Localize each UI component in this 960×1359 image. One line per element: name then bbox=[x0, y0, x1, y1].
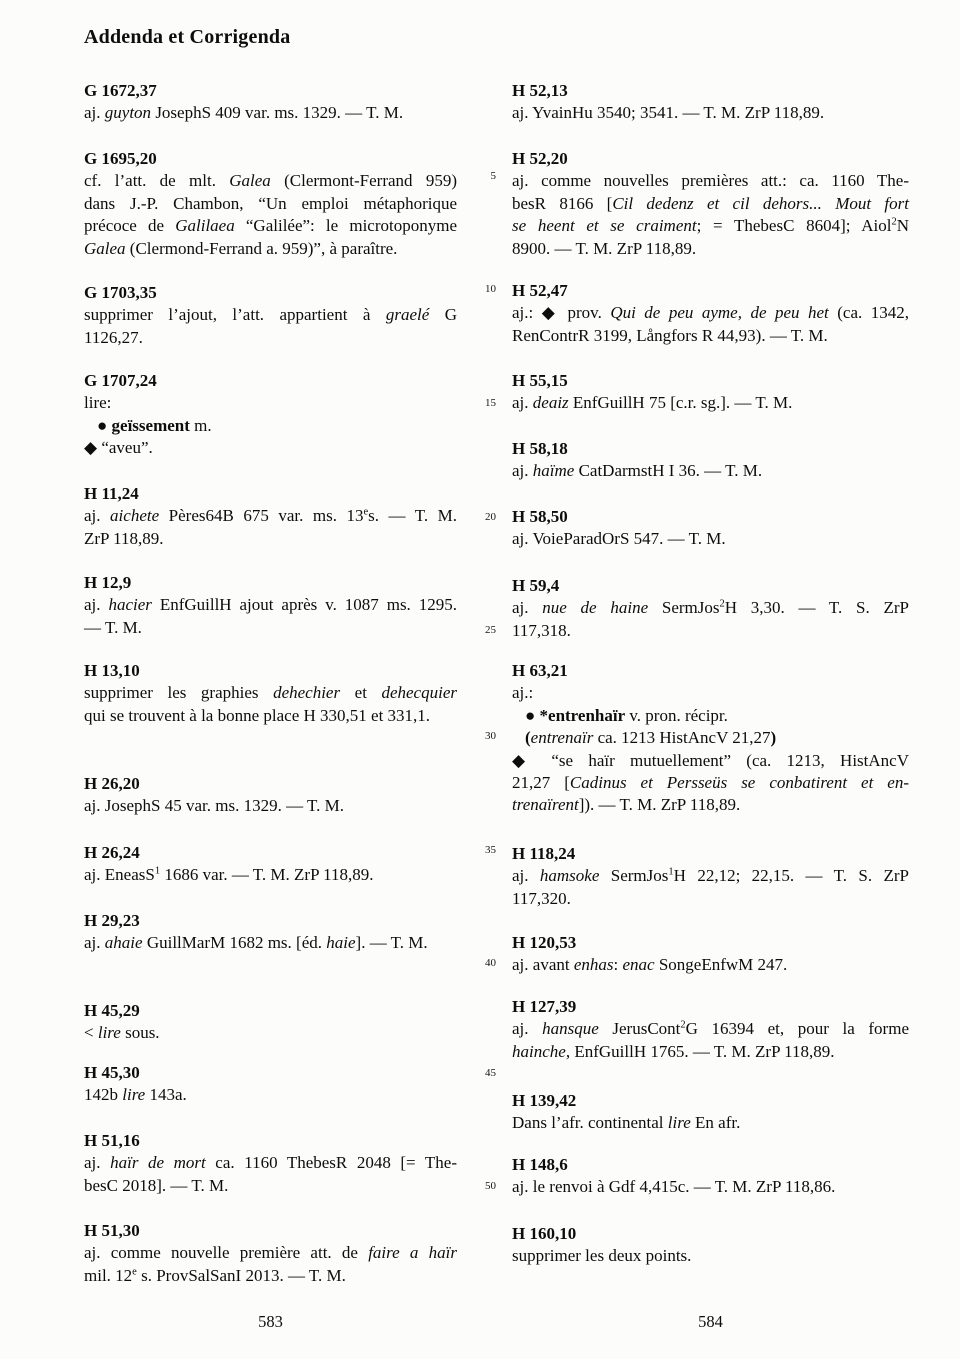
text-segment: haïme bbox=[532, 461, 575, 481]
entry-line bbox=[84, 1265, 457, 1287]
entry-h-52-47 bbox=[512, 280, 909, 347]
text-segment: mil. 12 bbox=[84, 1265, 133, 1285]
entry-h-58-18 bbox=[512, 438, 909, 483]
text-segment: 8900. — T. M. ZrP 118,89. bbox=[512, 238, 697, 258]
text-segment: CatDarmstH I 36. — T. M. bbox=[574, 461, 763, 481]
superscript-segment: 2 bbox=[719, 598, 725, 610]
text-segment: ]. — T. M. bbox=[355, 933, 428, 953]
text-segment: 21,27 [ bbox=[512, 773, 570, 793]
entry-line bbox=[84, 705, 457, 727]
entry-line bbox=[512, 392, 909, 414]
entry-line bbox=[512, 1041, 909, 1063]
entry-line bbox=[84, 864, 457, 886]
line-number-20: 20 bbox=[485, 511, 496, 523]
text-segment: ]). — T. M. ZrP 118,89. bbox=[578, 795, 741, 815]
entry-line bbox=[84, 682, 457, 704]
text-segment: guyton bbox=[104, 103, 152, 123]
text-segment: lire: bbox=[84, 393, 112, 413]
text-segment: aj. VoieParadOrS 547. — T. M. bbox=[512, 529, 726, 549]
entry-ref: H 45,30 bbox=[84, 1063, 140, 1082]
entry-line bbox=[84, 1084, 457, 1106]
entry-line bbox=[84, 215, 457, 237]
text-segment: besR 8166 [ bbox=[512, 193, 613, 213]
entry-line bbox=[84, 1022, 457, 1044]
entry-h-59-4 bbox=[512, 575, 909, 642]
entry-line bbox=[84, 1152, 457, 1174]
entry-h-45-29 bbox=[84, 1000, 457, 1045]
text-segment: 143a. bbox=[145, 1085, 187, 1105]
entry-g-1672-37 bbox=[84, 80, 457, 125]
entry-h-45-30 bbox=[84, 1062, 457, 1107]
text-segment: aj. YvainHu 3540; 3541. — T. M. ZrP 118,89. bbox=[512, 103, 825, 123]
line-number-5: 5 bbox=[490, 170, 496, 182]
text-segment: sous. bbox=[120, 1023, 160, 1043]
entry-line bbox=[84, 102, 457, 124]
entry-line bbox=[84, 795, 457, 817]
entry-ref: H 127,39 bbox=[512, 997, 577, 1016]
text-segment: (Clermond-Ferrand a. 959)”, à paraître. bbox=[125, 238, 398, 258]
text-segment: graelé bbox=[385, 305, 430, 325]
text-segment: se heent et se craiment bbox=[512, 216, 697, 236]
right-column bbox=[512, 0, 909, 1359]
entry-line bbox=[512, 1112, 909, 1134]
entry-ref: G 1707,24 bbox=[84, 371, 157, 390]
text-segment: aj. bbox=[512, 598, 543, 618]
entry-line bbox=[512, 682, 909, 704]
entry-line bbox=[512, 238, 909, 260]
text-segment: En afr. bbox=[690, 1113, 741, 1133]
entry-ref: H 52,20 bbox=[512, 149, 568, 168]
entry-ref: G 1695,20 bbox=[84, 149, 157, 168]
text-segment: H 3,30. — T. S. ZrP bbox=[724, 598, 909, 618]
text-segment: besC 2018]. — T. M. bbox=[84, 1175, 229, 1195]
text-segment: H 22,12; 22,15. — T. S. ZrP bbox=[673, 866, 909, 886]
text-segment: enac bbox=[622, 955, 655, 975]
page-number-right: 584 bbox=[698, 1312, 723, 1331]
entry-line bbox=[84, 327, 457, 349]
entry-line bbox=[512, 170, 909, 192]
entry-line bbox=[512, 1245, 909, 1267]
entry-ref: H 26,24 bbox=[84, 843, 140, 862]
text-segment: Galea bbox=[229, 171, 271, 191]
text-segment: aj. comme nouvelle première att. de bbox=[84, 1243, 369, 1263]
entry-ref: G 1672,37 bbox=[84, 81, 157, 100]
entry-line bbox=[512, 794, 909, 816]
text-segment: < bbox=[84, 1023, 98, 1043]
entry-h-26-24 bbox=[84, 842, 457, 887]
entry-ref: H 29,23 bbox=[84, 911, 140, 930]
text-segment: aj. bbox=[512, 461, 533, 481]
text-segment: aj.: ◆ prov. bbox=[512, 303, 611, 323]
text-segment: 117,318. bbox=[512, 620, 571, 640]
entry-h-58-50 bbox=[512, 506, 909, 551]
text-segment: haïr de mort bbox=[110, 1153, 206, 1173]
text-segment: N bbox=[896, 216, 909, 236]
entry-line bbox=[84, 392, 457, 414]
entry-ref: H 52,47 bbox=[512, 281, 568, 300]
entry-line bbox=[84, 437, 457, 459]
text-segment: entrenaïr bbox=[530, 728, 594, 748]
entry-line bbox=[512, 954, 909, 976]
entry-line bbox=[84, 528, 457, 550]
text-segment: ● geïssement bbox=[97, 415, 190, 435]
entry-ref: H 139,42 bbox=[512, 1091, 577, 1110]
text-segment: aj. bbox=[84, 1153, 111, 1173]
entry-line bbox=[512, 865, 909, 887]
text-segment: G 16394 et, pour la forme bbox=[685, 1019, 909, 1039]
text-segment: 1686 var. — T. M. ZrP 118,89. bbox=[160, 865, 374, 885]
text-segment: Pères64B 675 var. ms. 13 bbox=[159, 506, 364, 526]
line-number-10: 10 bbox=[485, 283, 496, 295]
text-segment: faire a haïr bbox=[368, 1243, 457, 1263]
text-segment: ) bbox=[770, 728, 777, 748]
text-segment: dehechier bbox=[273, 683, 341, 703]
text-segment: aj. JosephS 45 var. ms. 1329. — T. M. bbox=[84, 796, 345, 816]
page-title: Addenda et Corrigenda bbox=[84, 26, 291, 48]
text-segment: deaiz bbox=[532, 393, 569, 413]
entry-h-120-53 bbox=[512, 932, 909, 977]
text-segment: nue de haine bbox=[542, 598, 649, 618]
text-segment: SermJos bbox=[648, 598, 720, 618]
text-segment: aj. comme nouvelles premières att.: ca. 1160 The- bbox=[512, 171, 909, 191]
text-segment: Cil dedenz et cil dehors... Mout fort bbox=[612, 193, 909, 213]
text-segment: ◆ “se haïr mutuellement” (ca. 1213, HistAncV bbox=[512, 750, 909, 770]
text-segment: aj. bbox=[84, 103, 105, 123]
text-segment: SermJos bbox=[599, 866, 669, 886]
line-number-15: 15 bbox=[485, 397, 496, 409]
text-segment: aj. avant bbox=[512, 955, 574, 975]
entry-g-1703-35 bbox=[84, 282, 457, 349]
text-segment: v. pron. récipr. bbox=[625, 705, 728, 725]
text-segment: supprimer les deux points. bbox=[512, 1246, 692, 1266]
entry-line bbox=[512, 325, 909, 347]
text-segment: EnfGuillH 75 [c.r. sg.]. — T. M. bbox=[568, 393, 793, 413]
line-number-30: 30 bbox=[485, 730, 496, 742]
entry-line bbox=[84, 1242, 457, 1264]
entry-line bbox=[512, 620, 909, 642]
text-segment: 1126,27. bbox=[84, 327, 143, 347]
text-segment: aj. bbox=[512, 1019, 543, 1039]
entry-h-13-10 bbox=[84, 660, 457, 727]
entry-line bbox=[512, 460, 909, 482]
entry-line bbox=[512, 215, 909, 237]
entry-h-11-24 bbox=[84, 483, 457, 550]
entry-line bbox=[512, 528, 909, 550]
text-segment: 117,320. bbox=[512, 888, 571, 908]
entry-h-55-15 bbox=[512, 370, 909, 415]
entry-ref: H 58,50 bbox=[512, 507, 568, 526]
entry-line bbox=[512, 193, 909, 215]
entry-ref: H 160,10 bbox=[512, 1224, 577, 1243]
text-segment: (ca. 1342, bbox=[828, 303, 909, 323]
entry-ref: H 120,53 bbox=[512, 933, 577, 952]
text-segment: G bbox=[429, 305, 457, 325]
text-segment: et bbox=[340, 683, 382, 703]
entry-ref: G 1703,35 bbox=[84, 283, 157, 302]
text-segment: GuillMarM 1682 ms. [éd. bbox=[142, 933, 327, 953]
entry-h-52-20 bbox=[512, 148, 909, 260]
superscript-segment: 1 bbox=[154, 865, 161, 877]
text-segment: hainche bbox=[512, 1041, 566, 1061]
text-segment: trenaïrent bbox=[512, 795, 579, 815]
left-column bbox=[84, 0, 457, 1359]
superscript-segment: 2 bbox=[680, 1019, 686, 1031]
text-segment: ; = ThebesC 8604]; Aiol bbox=[696, 216, 892, 236]
entry-line bbox=[512, 705, 909, 727]
entry-ref: H 12,9 bbox=[84, 573, 132, 592]
text-segment: JosephS 409 var. ms. 1329. — T. M. bbox=[151, 103, 404, 123]
entry-ref: H 118,24 bbox=[512, 844, 576, 863]
text-segment: s. ProvSalSanI 2013. — T. M. bbox=[136, 1265, 346, 1285]
entry-ref: H 63,21 bbox=[512, 661, 568, 680]
text-segment: Qui de peu ayme, de peu het bbox=[610, 303, 829, 323]
line-number-50: 50 bbox=[485, 1180, 496, 1192]
superscript-segment: e bbox=[363, 506, 369, 518]
line-number-45: 45 bbox=[485, 1067, 496, 1079]
text-segment: enhas bbox=[573, 955, 614, 975]
entry-h-26-20 bbox=[84, 773, 457, 818]
text-segment: s. — T. M. bbox=[368, 506, 457, 526]
entry-line bbox=[512, 727, 909, 749]
entry-line bbox=[84, 594, 457, 616]
entry-ref: H 13,10 bbox=[84, 661, 140, 680]
entry-h-52-13 bbox=[512, 80, 909, 125]
text-segment: Galilaea bbox=[175, 216, 235, 236]
text-segment: lire bbox=[97, 1023, 121, 1043]
entry-ref: H 58,18 bbox=[512, 439, 568, 458]
text-segment: ● *entrenhaïr bbox=[525, 705, 626, 725]
text-segment: aj. bbox=[512, 866, 540, 886]
text-segment: hansque bbox=[542, 1019, 599, 1039]
entry-ref: H 55,15 bbox=[512, 371, 568, 390]
text-segment: aj.: bbox=[512, 683, 534, 703]
entry-line bbox=[512, 750, 909, 772]
text-segment: ◆ “aveu”. bbox=[84, 438, 153, 458]
entry-line bbox=[512, 1018, 909, 1040]
text-segment: supprimer les graphies bbox=[84, 683, 274, 703]
entry-line bbox=[84, 304, 457, 326]
text-segment: (Clermont-Ferrand 959) bbox=[270, 171, 457, 191]
entry-ref: H 59,4 bbox=[512, 576, 560, 595]
text-segment: ahaie bbox=[104, 933, 143, 953]
text-segment: ca. 1213 HistAncV 21,27 bbox=[593, 728, 771, 748]
text-segment: Dans l’afr. continental bbox=[512, 1113, 668, 1133]
entry-line bbox=[84, 238, 457, 260]
entry-ref: H 26,20 bbox=[84, 774, 140, 793]
text-segment: aichete bbox=[110, 506, 160, 526]
entry-ref: H 148,6 bbox=[512, 1155, 568, 1174]
text-segment: supprimer l’ajout, l’att. appartient à bbox=[84, 305, 386, 325]
text-segment: Cadinus et Persseüs se conbatirent et en- bbox=[569, 773, 909, 793]
entry-line bbox=[84, 505, 457, 527]
text-segment: hamsoke bbox=[539, 866, 600, 886]
entry-g-1695-20 bbox=[84, 148, 457, 260]
text-segment: RenContrR 3199, Långfors R 44,93). — T. M. bbox=[512, 325, 828, 345]
text-segment: m. bbox=[189, 415, 212, 435]
entry-line bbox=[84, 193, 457, 215]
text-segment: ZrP 118,89. bbox=[84, 528, 164, 548]
entry-ref: H 51,16 bbox=[84, 1131, 140, 1150]
superscript-segment: e bbox=[132, 1266, 137, 1278]
text-segment: JerusCont bbox=[598, 1019, 681, 1039]
entry-line bbox=[512, 1176, 909, 1198]
text-segment: hacier bbox=[108, 595, 152, 615]
entry-line bbox=[84, 932, 457, 954]
page-number-left: 583 bbox=[258, 1312, 283, 1331]
entry-line bbox=[512, 772, 909, 794]
text-segment: ca. 1160 ThebesR 2048 [= The- bbox=[205, 1153, 457, 1173]
text-segment: aj. EneasS bbox=[84, 865, 155, 885]
text-segment: Galea bbox=[84, 238, 126, 258]
text-segment: dehecquier bbox=[381, 683, 457, 703]
text-segment: : bbox=[613, 955, 623, 975]
text-segment: aj. bbox=[84, 933, 105, 953]
entry-h-127-39 bbox=[512, 996, 909, 1063]
entry-h-51-16 bbox=[84, 1130, 457, 1197]
entry-ref: H 52,13 bbox=[512, 81, 568, 100]
text-segment: cf. l’att. de mlt. bbox=[84, 171, 230, 191]
entry-line bbox=[512, 888, 909, 910]
text-segment: qui se trouvent à la bonne place H 330,51 et 331,1. bbox=[84, 705, 431, 725]
line-number-25: 25 bbox=[485, 624, 496, 636]
text-segment: aj. bbox=[84, 595, 109, 615]
superscript-segment: 2 bbox=[891, 216, 897, 228]
line-number-40: 40 bbox=[485, 957, 496, 969]
text-segment: aj. bbox=[84, 506, 111, 526]
line-number-35: 35 bbox=[485, 844, 496, 856]
entry-h-51-30 bbox=[84, 1220, 457, 1287]
text-segment: haie bbox=[326, 933, 356, 953]
entry-ref: H 11,24 bbox=[84, 484, 139, 503]
text-segment: lire bbox=[667, 1113, 691, 1133]
text-segment: 142b bbox=[84, 1085, 123, 1105]
entry-g-1707-24 bbox=[84, 370, 457, 460]
entry-line bbox=[512, 302, 909, 324]
text-segment: ( bbox=[525, 728, 531, 748]
entry-h-148-6 bbox=[512, 1154, 909, 1199]
entry-ref: H 51,30 bbox=[84, 1221, 140, 1240]
entry-line bbox=[84, 617, 457, 639]
text-segment: SongeEnfwM 247. bbox=[654, 955, 788, 975]
entry-h-63-21 bbox=[512, 660, 909, 817]
text-segment: EnfGuillH ajout après v. 1087 ms. 1295. bbox=[151, 595, 457, 615]
entry-h-29-23 bbox=[84, 910, 457, 955]
text-segment: dans J.-P. Chambon, “Un emploi métaphorique bbox=[84, 193, 457, 213]
entry-ref: H 45,29 bbox=[84, 1001, 140, 1020]
text-segment: — T. M. bbox=[84, 617, 142, 637]
text-segment: aj. bbox=[512, 393, 533, 413]
superscript-segment: 1 bbox=[668, 866, 674, 878]
entry-h-160-10 bbox=[512, 1223, 909, 1268]
entry-line bbox=[512, 102, 909, 124]
text-segment: précoce de bbox=[84, 216, 176, 236]
text-segment: “Galilée”: le microtoponyme bbox=[234, 216, 458, 236]
text-segment: lire bbox=[122, 1085, 146, 1105]
entry-line bbox=[512, 597, 909, 619]
entry-line bbox=[84, 1175, 457, 1197]
entry-h-12-9 bbox=[84, 572, 457, 639]
entry-line bbox=[84, 170, 457, 192]
entry-line bbox=[84, 415, 457, 437]
text-segment: , EnfGuillH 1765. — T. M. ZrP 118,89. bbox=[565, 1041, 835, 1061]
text-segment: aj. le renvoi à Gdf 4,415c. — T. M. ZrP 118,86. bbox=[512, 1177, 836, 1197]
entry-h-118-24 bbox=[512, 843, 909, 910]
entry-h-139-42 bbox=[512, 1090, 909, 1135]
